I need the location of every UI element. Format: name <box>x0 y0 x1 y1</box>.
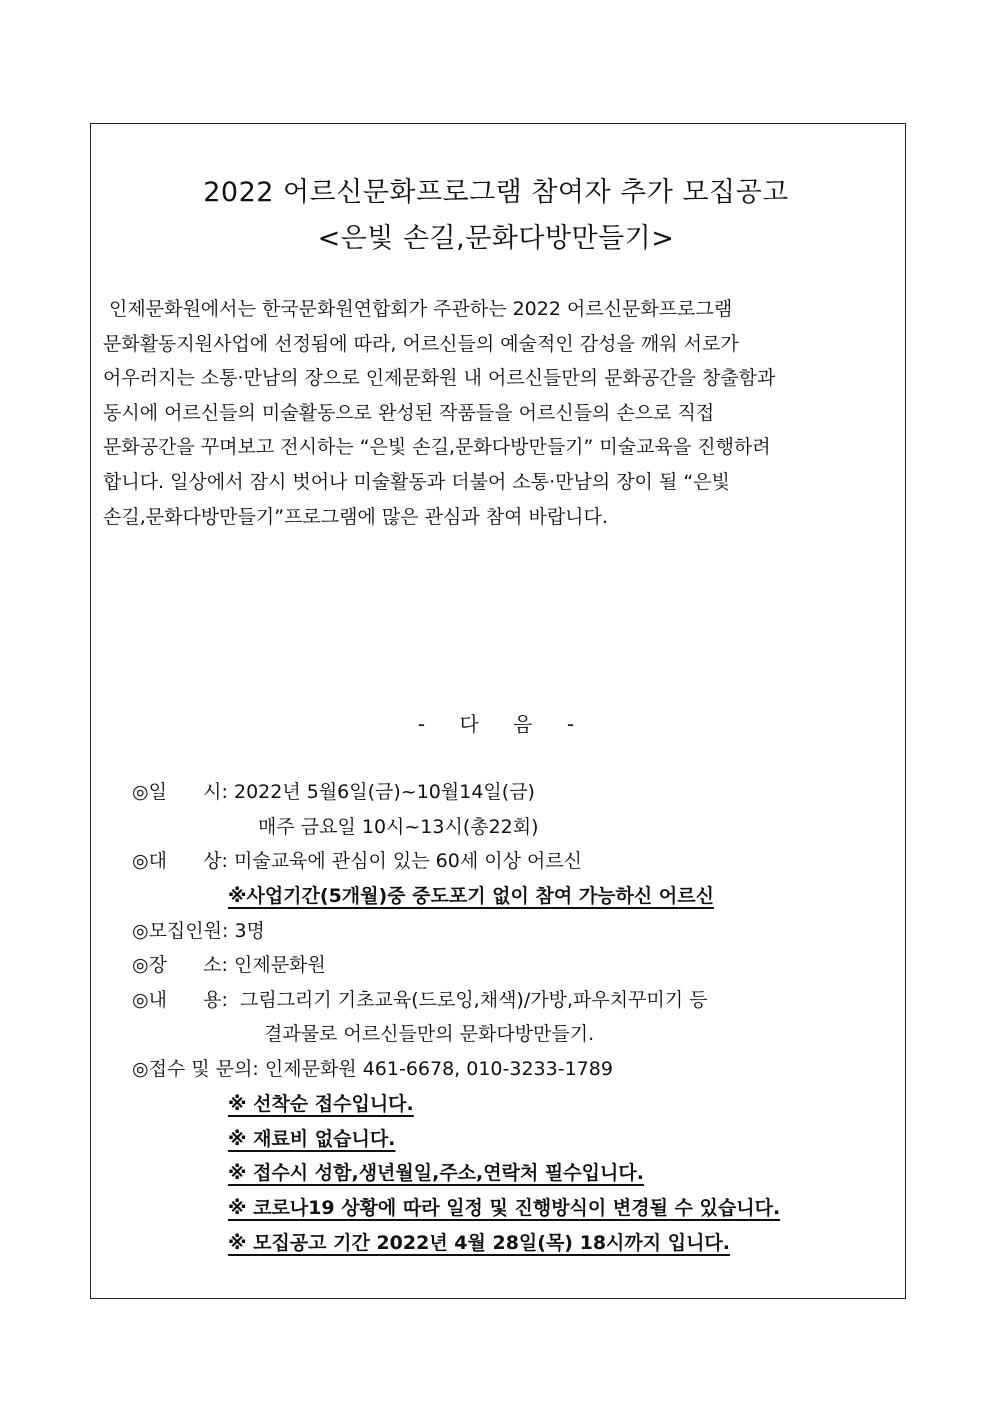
note-row <box>228 1160 644 1186</box>
schedule-value: 2022년 5월6일(금)~10월14일(금) <box>233 781 535 803</box>
recruit-label: ◎모집인원: <box>132 920 229 942</box>
section-heading: - 다 음 - <box>417 712 575 736</box>
intro-line: 동시에 어르신들의 미술활동으로 완성된 작품들을 어르신들의 손으로 직접 <box>103 401 715 424</box>
place-value: 인제문화원 <box>233 954 326 976</box>
schedule-row-2 <box>258 814 539 840</box>
schedule-label: ◎일 시: <box>132 781 228 803</box>
note-row <box>228 1230 730 1256</box>
target-value: 미술교육에 관심이 있는 60세 이상 어르신 <box>233 850 583 872</box>
notice-subtitle: <은빛 손길,문화다방만들기> <box>317 223 675 254</box>
place-row <box>132 952 326 978</box>
contact-label: ◎접수 및 문의: <box>132 1058 259 1080</box>
note-covid: ※ 코로나19 상황에 따라 일정 및 진행방식이 변경될 수 있습니다. <box>228 1197 781 1219</box>
note-row <box>228 1126 395 1152</box>
target-note-row <box>228 883 714 909</box>
note-row <box>228 1091 414 1117</box>
place-label: ◎장 소: <box>132 954 228 976</box>
note-row <box>228 1195 780 1221</box>
content-value-2: 결과물로 어르신들만의 문화다방만들기. <box>264 1023 595 1045</box>
target-note: ※사업기간(5개월)중 중도포기 없이 참여 가능하신 어르신 <box>228 885 714 907</box>
note-first-come: ※ 선착순 접수입니다. <box>228 1093 414 1115</box>
note-required-info: ※ 접수시 성함,생년월일,주소,연락처 필수입니다. <box>228 1162 644 1184</box>
intro-line: 인제문화원에서는 한국문화원연합회가 주관하는 2022 어르신문화프로그램 <box>103 298 733 320</box>
intro-line: 합니다. 일상에서 잠시 벗어나 미술활동과 더불어 소통·만남의 장이 될 “은빛 <box>103 470 730 493</box>
notice-title: 2022 어르신문화프로그램 참여자 추가 모집공고 <box>203 177 789 208</box>
content-row-2 <box>264 1021 594 1047</box>
content-value: 그림그리기 기초교육(드로잉,채색)/가방,파우치꾸미기 등 <box>239 989 708 1011</box>
note-no-fee: ※ 재료비 없습니다. <box>228 1128 396 1150</box>
content-label: ◎내 용: <box>132 989 228 1011</box>
intro-line: 문화활동지원사업에 선정됨에 따라, 어르신들의 예술적인 감성을 깨워 서로가 <box>103 332 739 355</box>
recruit-row <box>132 918 265 944</box>
contact-value: 인제문화원 461-6678, 010-3233-1789 <box>264 1058 613 1080</box>
target-label: ◎대 상: <box>132 850 228 872</box>
intro-paragraph <box>103 292 903 534</box>
recruit-value: 3명 <box>234 920 265 942</box>
schedule-row <box>132 779 535 805</box>
content-row <box>132 987 708 1013</box>
target-row <box>132 848 582 874</box>
intro-line: 문화공간을 꾸며보고 전시하는 “은빛 손길,문화다방만들기” 미술교육을 진행하려 <box>103 436 771 459</box>
contact-row <box>132 1056 613 1082</box>
note-deadline: ※ 모집공고 기간 2022년 4월 28일(목) 18시까지 입니다. <box>228 1232 731 1254</box>
intro-line: 어우러지는 소통·만남의 장으로 인제문화원 내 어르신들만의 문화공간을 창출함과 <box>103 367 776 390</box>
intro-line: 손길,문화다방만들기”프로그램에 많은 관심과 참여 바랍니다. <box>103 505 608 528</box>
schedule-value-2: 매주 금요일 10시~13시(총22회) <box>258 816 539 838</box>
